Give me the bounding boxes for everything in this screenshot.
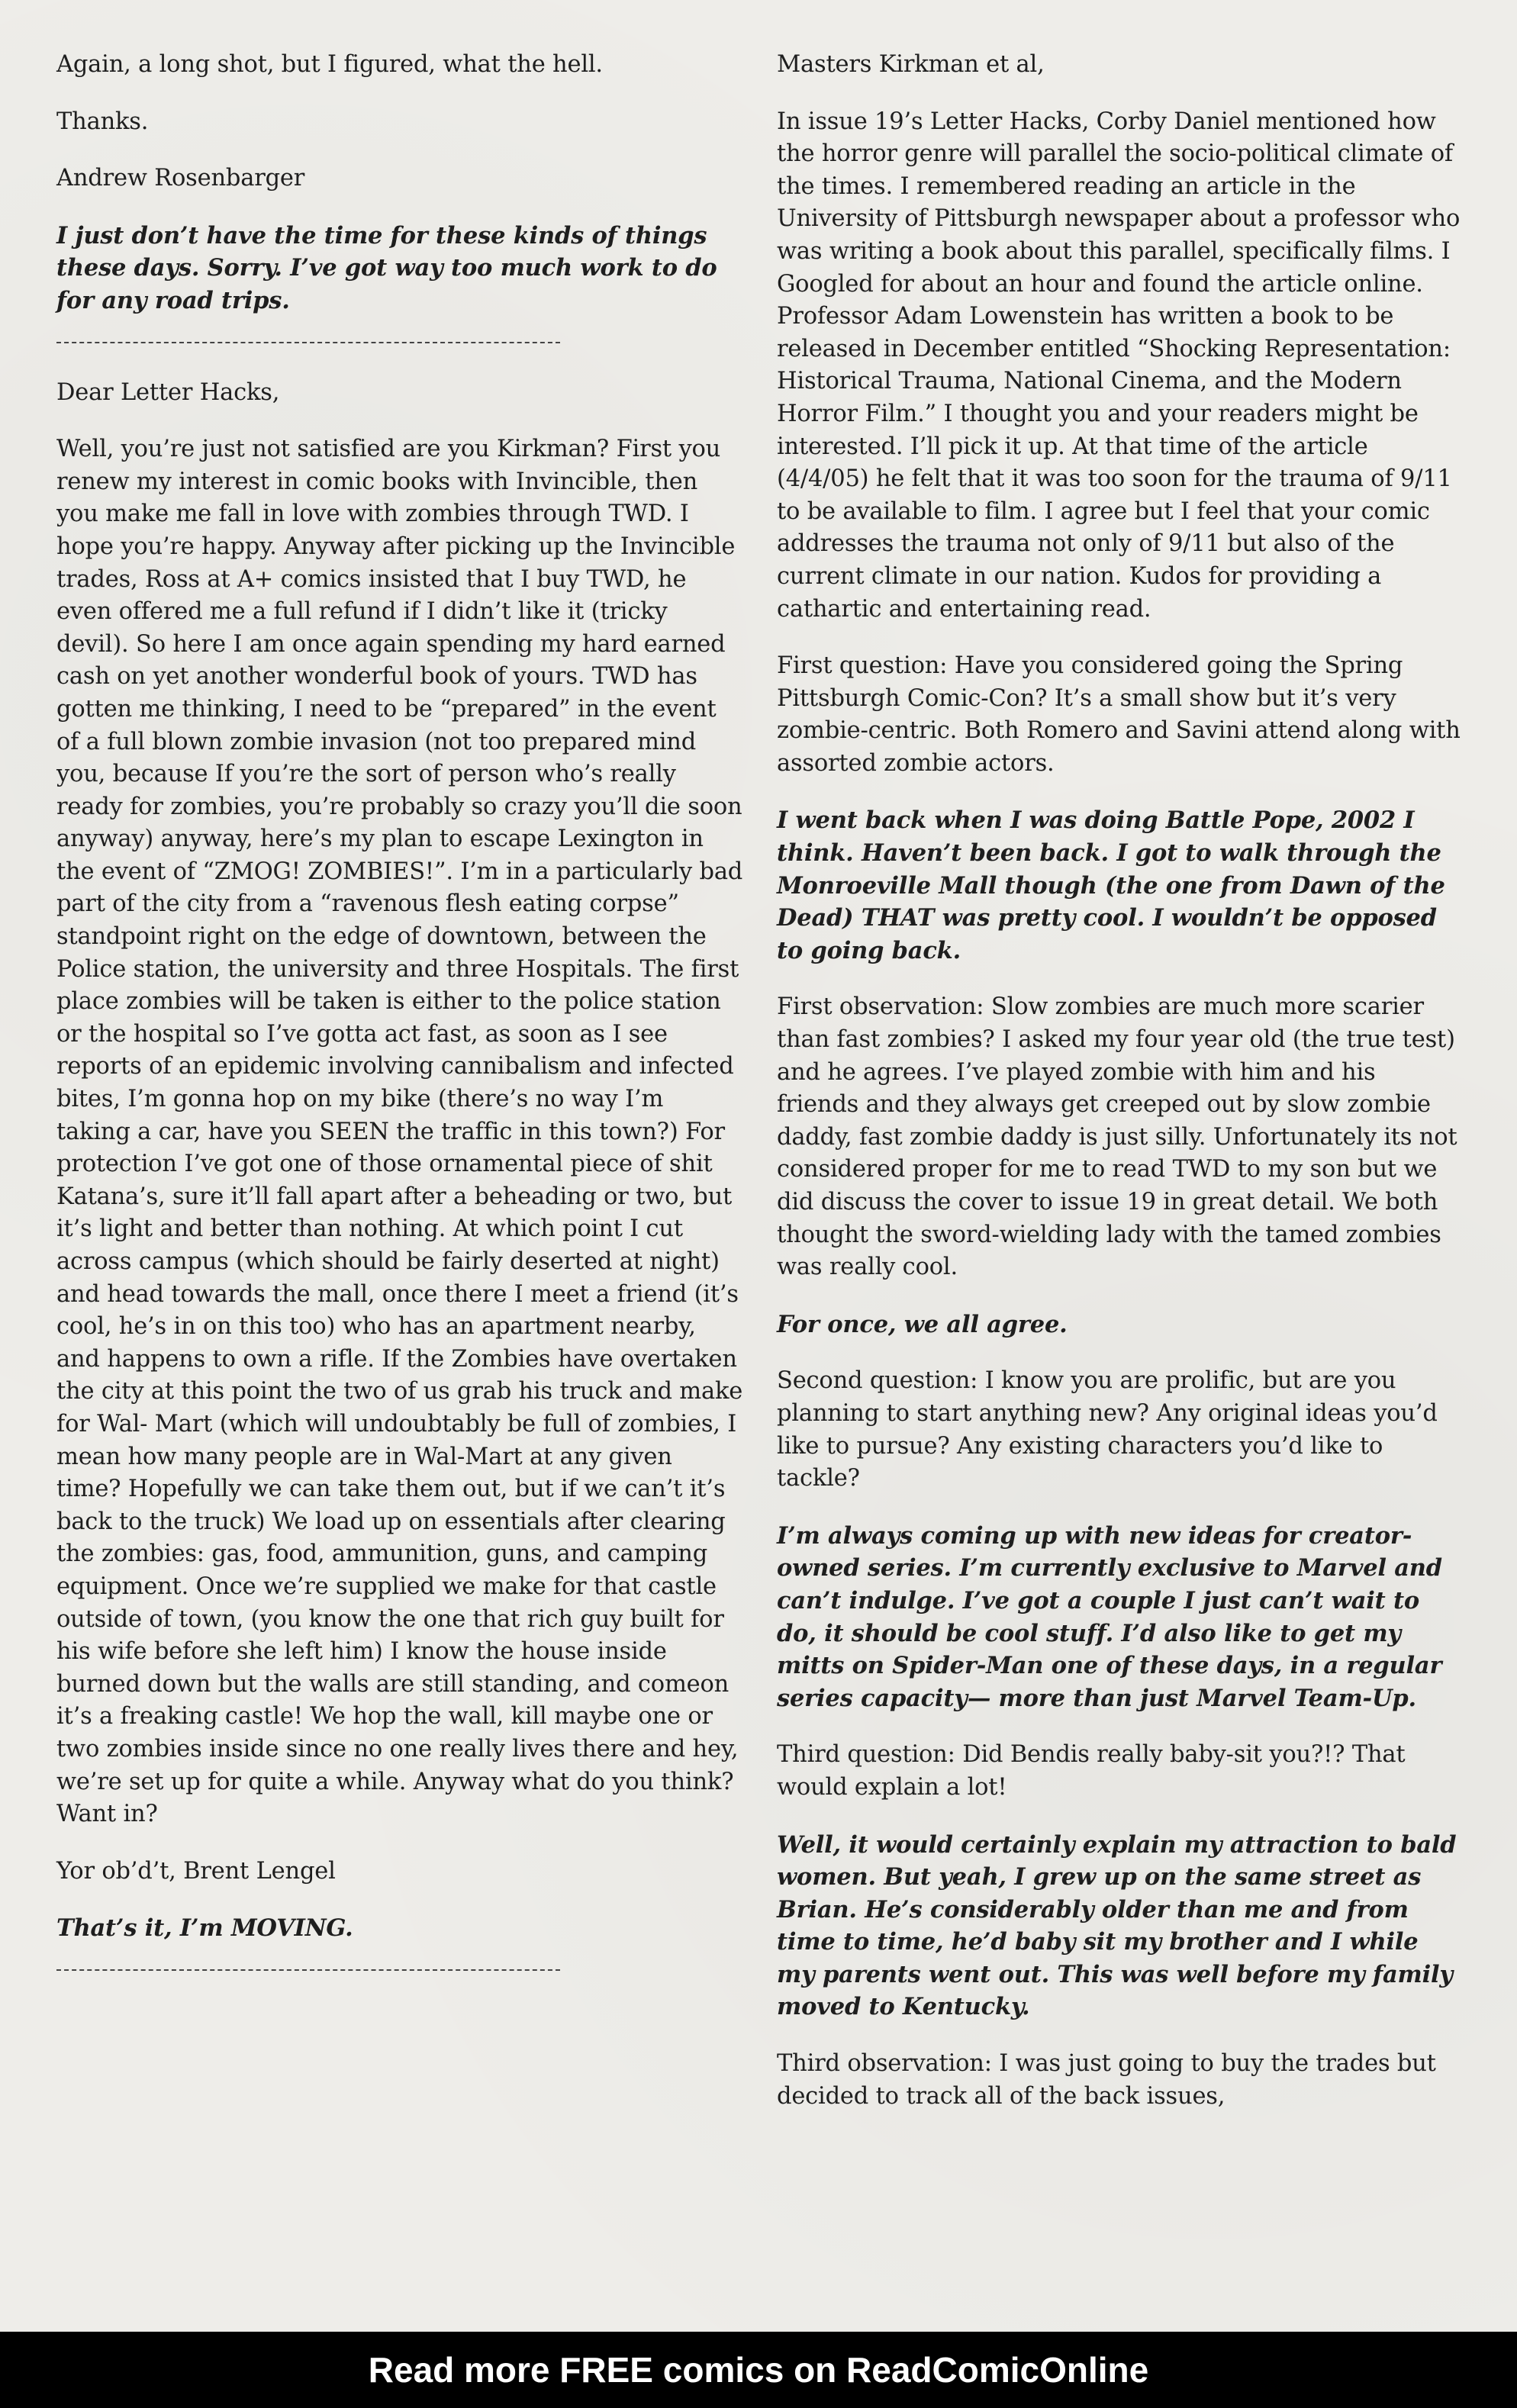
footer-banner[interactable] — [0, 2332, 1517, 2408]
letter-paragraph: First observation: Slow zombies are much more scarier than fast zombies? I asked my four year old (the true test) and he agrees. I’ve played zombie with him and his friends and they always get creeped out by slow zombie daddy, fast zombie daddy is just silly. Unfortunately its not considered proper for me to read TWD to my son but we did discuss the cover to issue 19 in great detail. We both thought the sword-wielding lady with the tamed zombies was really cool. — [777, 993, 1457, 1281]
editor-reply: For once, we all agree. — [777, 1310, 1068, 1338]
letter-paragraph: Well, you’re just not satisfied are you Kirkman? First you renew my interest in comic books with Invincible, then you make me fall in love with zombies through TWD. I hope you’re happy. Anyway after picking up the Invincible trades, Ross at A+ comics insisted that I buy TWD, he even offered me a full refund if I didn’t like it (tricky devil). So here I am once again spending my hard earned cash on yet another wonderful book of yours. TWD has gotten me thinking, I need to be “prepared” in the event of a full blown zombie invasion (not too prepared mind you, because If you’re the sort of person who’s really ready for zombies, you’re probably so crazy you’ll die soon anyway) anyway, here’s my plan to escape Lexington in the event of “ZMOG! ZOMBIES!”. I’m in a particularly bad part of the city from a “ravenous flesh eating corpse” standpoint right on the edge of downtown, between the Police station, the university and three Hospitals. The first place zombies will be taken is either to the police station or the hospital so I’ve gotta act fast, as soon as I see reports of an epidemic involving cannibalism and infected bites, I’m gonna hop on my bike (there’s no way I’m taking a car, have you SEEN the traffic in this town?) For protection I’ve got one of those ornamental piece of shit Katana’s, sure it’ll fall apart after a beheading or two, but it’s light and better than nothing. At which point I cut across campus (which should be fairly deserted at night) and head towards the mall, once there I meet a friend (it’s cool, he’s in on this too) who has an apartment nearby, and happens to own a rifle. If the Zombies have overtaken the city at this point the two of us grab his truck and make for Wal- Mart (which will undoubtably be full of zombies, I mean how many people are in Wal-Mart at any given time? Hopefully we can take them out, but if we can’t it’s back to the truck) We load up on essentials after clearing the zombies: gas, food, ammunition, guns, and camping equipment. Once we’re supplied we make for that castle outside of town, (you know the one that rich guy built for his wife before she left him) I know the house inside burned down but the walls are still standing, and comeon it’s a freaking castle! We hop the wall, kill maybe one or two zombies inside since no one really lives there and hey, we’re set up for quite a while. Anyway what do you think? Want in? — [56, 436, 743, 1828]
footer-text[interactable]: Read more FREE comics on ReadComicOnline — [368, 2350, 1149, 2390]
letter-paragraph: Thanks. — [56, 108, 149, 135]
letter-paragraph: Again, a long shot, but I figured, what the hell. — [56, 51, 603, 78]
letter-paragraph: Yor ob’d’t, Brent Lengel — [56, 1857, 336, 1885]
letter-paragraph: In issue 19’s Letter Hacks, Corby Daniel mentioned how the horror genre will parallel the socio-political climate of the times. I remembered reading an article in the University of Pittsburgh newspaper about a professor who was writing a book about this parallel, specifically films. I Googled for about an hour and found the article online. Professor Adam Lowenstein has written a book to be released in December entitled “Shocking Representation: Historical Trauma, National Cinema, and the Modern Horror Film.” I thought you and your readers might be interested. I’ll pick it up. At that time of the article (4/4/05) he felt that it was too soon for the trauma of 9/11 to be available to film. I agree but I feel that your comic addresses the trauma not only of 9/11 but also of the current climate in our nation. Kudos for providing a cathartic and entertaining read. — [777, 108, 1461, 623]
editor-reply: I just don’t have the time for these kinds of things these days. Sorry. I’ve got way too much work to do for any road trips. — [56, 221, 717, 314]
editor-reply: I went back when I was doing Battle Pope, 2002 I think. Haven’t been back. I got to walk through the Monroeville Mall though (the one from Dawn of the Dead) THAT was pretty cool. I wouldn’t be opposed to going back. — [777, 806, 1445, 964]
letter-paragraph: Second question: I know you are prolific, but are you planning to start anything new? Any original ideas you’d like to pursue? Any existing characters you’d like to tackle? — [777, 1367, 1438, 1492]
letter-paragraph: Third question: Did Bendis really baby-sit you?!? That would explain a lot! — [777, 1741, 1406, 1801]
section-divider — [56, 342, 560, 343]
letter-paragraph: First question: Have you considered going the Spring Pittsburgh Comic-Con? It’s a small show but it’s very zombie-centric. Both Romero and Savini attend along with assorted zombie actors. — [777, 652, 1461, 777]
letter-paragraph: Masters Kirkman et al, — [777, 51, 1045, 78]
editor-reply: I’m always coming up with new ideas for creator-owned series. I’m currently exclusive to Marvel and can’t indulge. I’ve got a couple I just can’t wait to do, it should be cool stuff. I’d also like to get my mitts on Spider-Man one of these days, in a regular series capacity— more than just Marvel Team-Up. — [777, 1521, 1442, 1712]
editor-reply: Well, it would certainly explain my attraction to bald women. But yeah, I grew up on the same street as Brian. He’s considerably older than me and from time to time, he’d baby sit my brother and I while my parents went out. This was well before my family moved to Kentucky. — [777, 1830, 1457, 2021]
left-column — [56, 49, 743, 2004]
section-divider — [56, 1969, 560, 1971]
editor-reply: That’s it, I’m MOVING. — [56, 1914, 353, 1943]
right-column — [777, 49, 1464, 2137]
letter-paragraph: Andrew Rosenbarger — [56, 165, 305, 192]
letter-paragraph: Dear Letter Hacks, — [56, 378, 280, 406]
letter-paragraph: Third observation: I was just going to buy the trades but decided to track all of the back issues, — [777, 2050, 1436, 2110]
